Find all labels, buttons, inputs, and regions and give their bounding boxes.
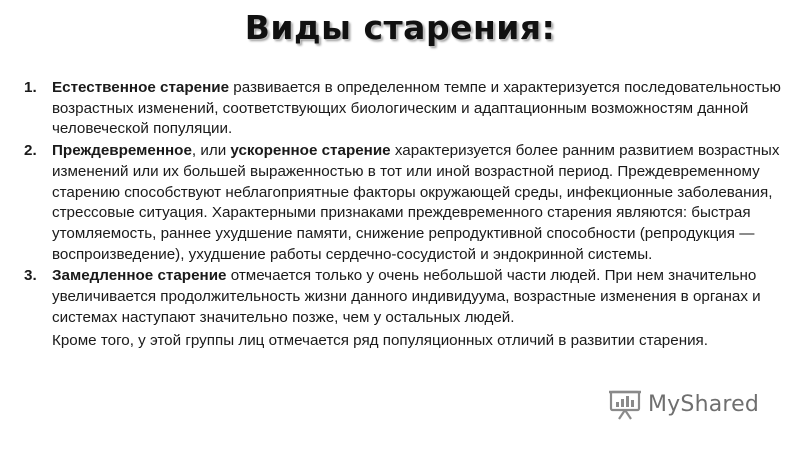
term-premature: Преждевременное: [52, 142, 192, 160]
item-text-continuation: Кроме того, у этой группы лиц отмечается ряд популяционных отличий в развитии старения.: [52, 332, 709, 350]
item-text-connector: , или: [191, 142, 231, 160]
list-item-slow-aging: [24, 266, 784, 352]
term-accelerated-aging: ускоренное старение: [230, 142, 391, 160]
item-text: отмечается только у очень небольшой части людей. При нем значительно увеличивается продолжительность жизни данного индивидуума, возрастные изменения в органах и системах наступают значительно позже, чем у остальных людей.: [52, 267, 761, 326]
list-item-natural-aging: [24, 78, 784, 140]
item-text: характеризуется более ранним развитием возрастных изменений или их большей выраженностью в тот или иной возрастной период. Преждевременному старению способствуют неблагоприятные факторы окружающей среды, инфекционные заболевания, стрессовые ситуация. Характерными признаками преждевременного старения являются: быстрая утомляемость, раннее ухудшение памяти, снижение репродуктивной способности (репродукция — воспроизведение), ухудшение работы сердечно-сосудистой и эндокринной системы.: [52, 142, 780, 263]
term-slow-aging: Замедленное старение: [52, 267, 227, 285]
watermark-text: MyShared: [648, 391, 760, 417]
myshared-watermark: [608, 386, 759, 422]
slide-title: Виды старения:: [244, 8, 556, 47]
list-item-premature-aging: [24, 141, 784, 265]
list-number: 1.: [24, 79, 37, 96]
list-number: 3.: [24, 267, 37, 285]
aging-types-list: [24, 78, 784, 353]
list-number: 2.: [24, 142, 37, 160]
term-natural-aging: Естественное старение: [52, 79, 230, 96]
item-text: развивается в определенном темпе и характеризуется последовательностью возрастных изменений, соответствующих биологическим и адаптационным возможностям данной человеческой популяции.: [52, 79, 781, 138]
presentation-board-icon: [608, 387, 642, 421]
